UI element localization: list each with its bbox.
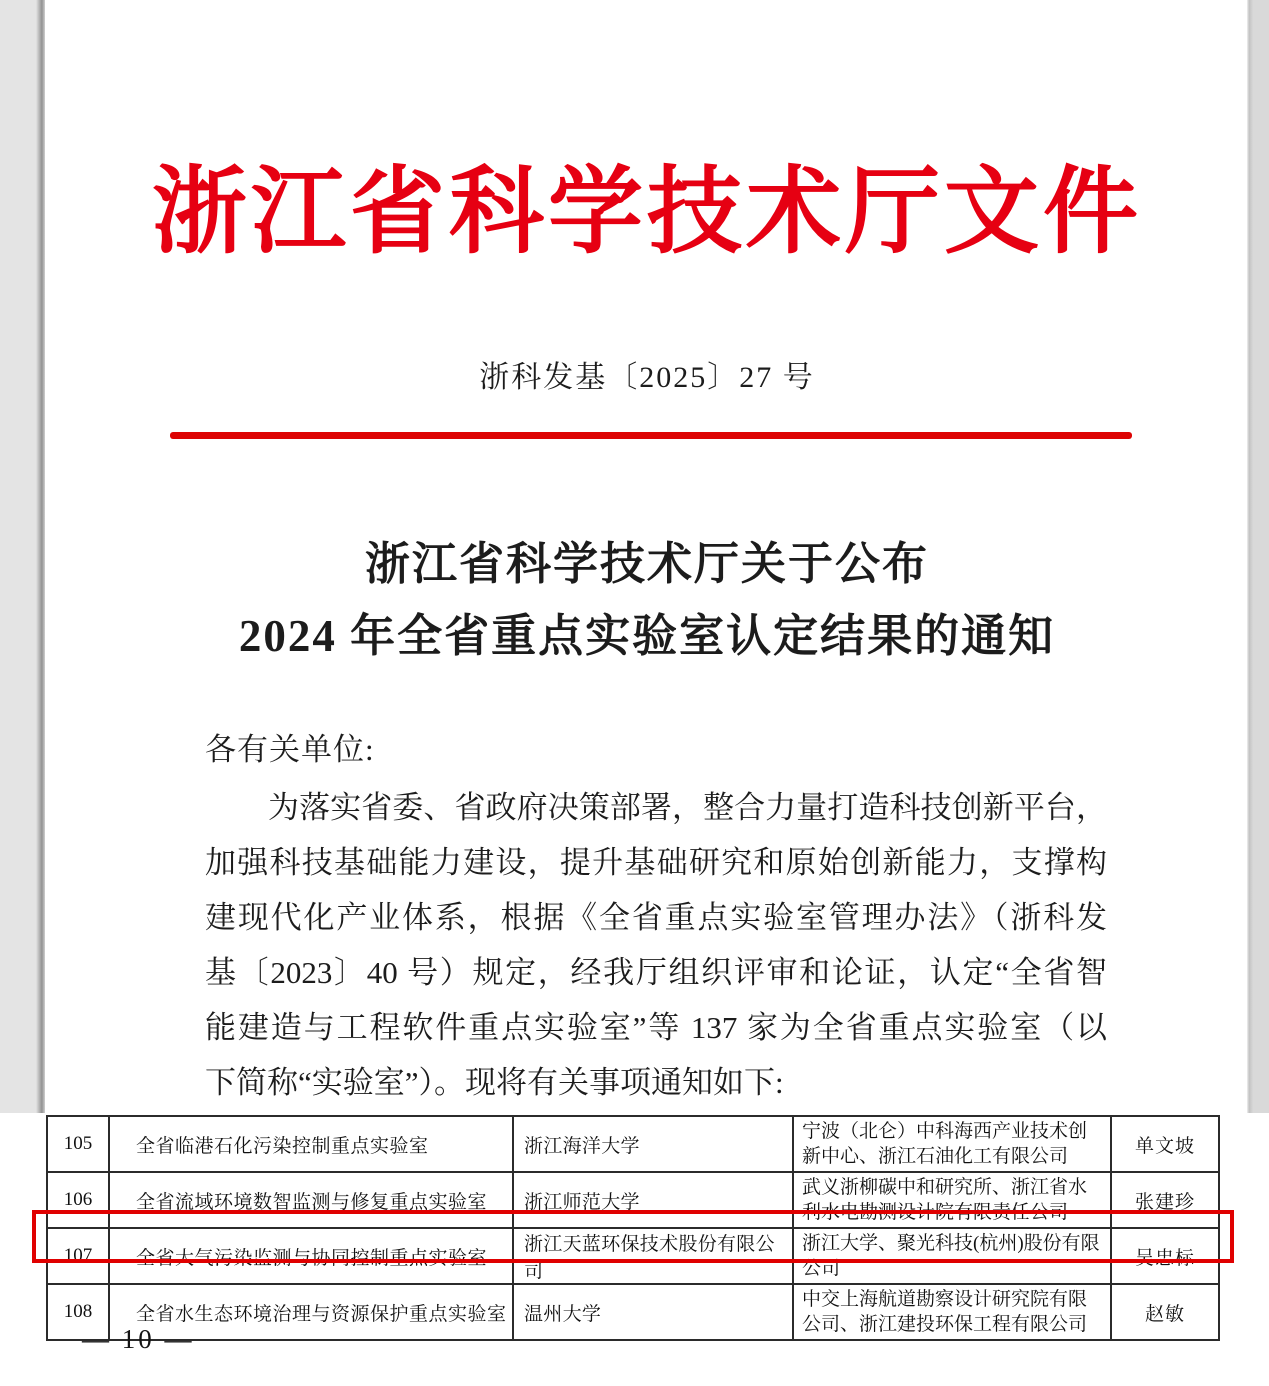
cell-partner-institutions: 武义浙柳碳中和研究所、浙江省水利水电勘测设计院有限责任公司 <box>793 1172 1111 1228</box>
cell-host-institution: 温州大学 <box>513 1284 793 1340</box>
letterhead-title: 浙江省科学技术厅文件 <box>151 159 1142 265</box>
letterhead-rule <box>170 432 1132 439</box>
cell-partner-institutions: 浙江大学、聚光科技(杭州)股份有限公司 <box>793 1228 1111 1284</box>
scan-margin-left <box>0 0 45 1113</box>
cell-host-institution: 浙江海洋大学 <box>513 1116 793 1172</box>
cell-row-number: 106 <box>47 1172 109 1228</box>
table-row <box>47 1172 1219 1228</box>
notice-title-line-1: 浙江省科学技术厅关于公布 <box>364 539 929 589</box>
cell-lab-name: 全省临港石化污染控制重点实验室 <box>109 1116 513 1172</box>
body-paragraph <box>205 780 1107 1110</box>
cell-lab-name: 全省大气污染监测与协同控制重点实验室 <box>109 1228 513 1284</box>
body-line: 基〔2023〕40 号）规定，经我厅组织评审和论证，认定“全省智 <box>205 955 1107 990</box>
body-line: 为落实省委、省政府决策部署，整合力量打造科技创新平台， <box>268 790 1107 825</box>
scan-margin-right <box>1247 0 1269 1113</box>
cell-director-name: 赵敏 <box>1111 1284 1219 1340</box>
cell-partner-institutions: 中交上海航道勘察设计研究院有限公司、浙江建投环保工程有限公司 <box>793 1284 1111 1340</box>
body-line: 下简称“实验室”）。现将有关事项通知如下: <box>205 1065 784 1100</box>
cell-partner-institutions: 宁波（北仑）中科海西产业技术创新中心、浙江石油化工有限公司 <box>793 1116 1111 1172</box>
cell-row-number: 105 <box>47 1116 109 1172</box>
table-row-highlighted <box>47 1228 1219 1284</box>
cell-lab-name: 全省流域环境数智监测与修复重点实验室 <box>109 1172 513 1228</box>
cell-host-institution: 浙江师范大学 <box>513 1172 793 1228</box>
lab-approval-table <box>46 1115 1220 1341</box>
document-number: 浙科发基〔2025〕27 号 <box>479 361 815 394</box>
notice-title-line-2: 2024 年全省重点实验室认定结果的通知 <box>238 611 1056 661</box>
cell-director-name: 吴忠标 <box>1111 1228 1219 1284</box>
cell-row-number: 107 <box>47 1228 109 1284</box>
salutation: 各有关单位: <box>205 732 375 767</box>
cell-director-name: 单文坡 <box>1111 1116 1219 1172</box>
page-number: — 10 — <box>82 1324 195 1354</box>
table-row <box>47 1116 1219 1172</box>
cell-lab-name: 全省水生态环境治理与资源保护重点实验室 <box>109 1284 513 1340</box>
cell-row-number: 108 <box>47 1284 109 1340</box>
cell-host-institution: 浙江天蓝环保技术股份有限公司 <box>513 1228 793 1284</box>
body-line: 建现代化产业体系，根据《全省重点实验室管理办法》（浙科发 <box>205 900 1107 935</box>
body-line: 加强科技基础能力建设，提升基础研究和原始创新能力，支撑构 <box>205 845 1107 880</box>
cell-director-name: 张建珍 <box>1111 1172 1219 1228</box>
table-row <box>47 1284 1219 1340</box>
notice-title <box>45 528 1249 672</box>
body-line: 能建造与工程软件重点实验室”等 137 家为全省重点实验室（以 <box>205 1010 1107 1045</box>
